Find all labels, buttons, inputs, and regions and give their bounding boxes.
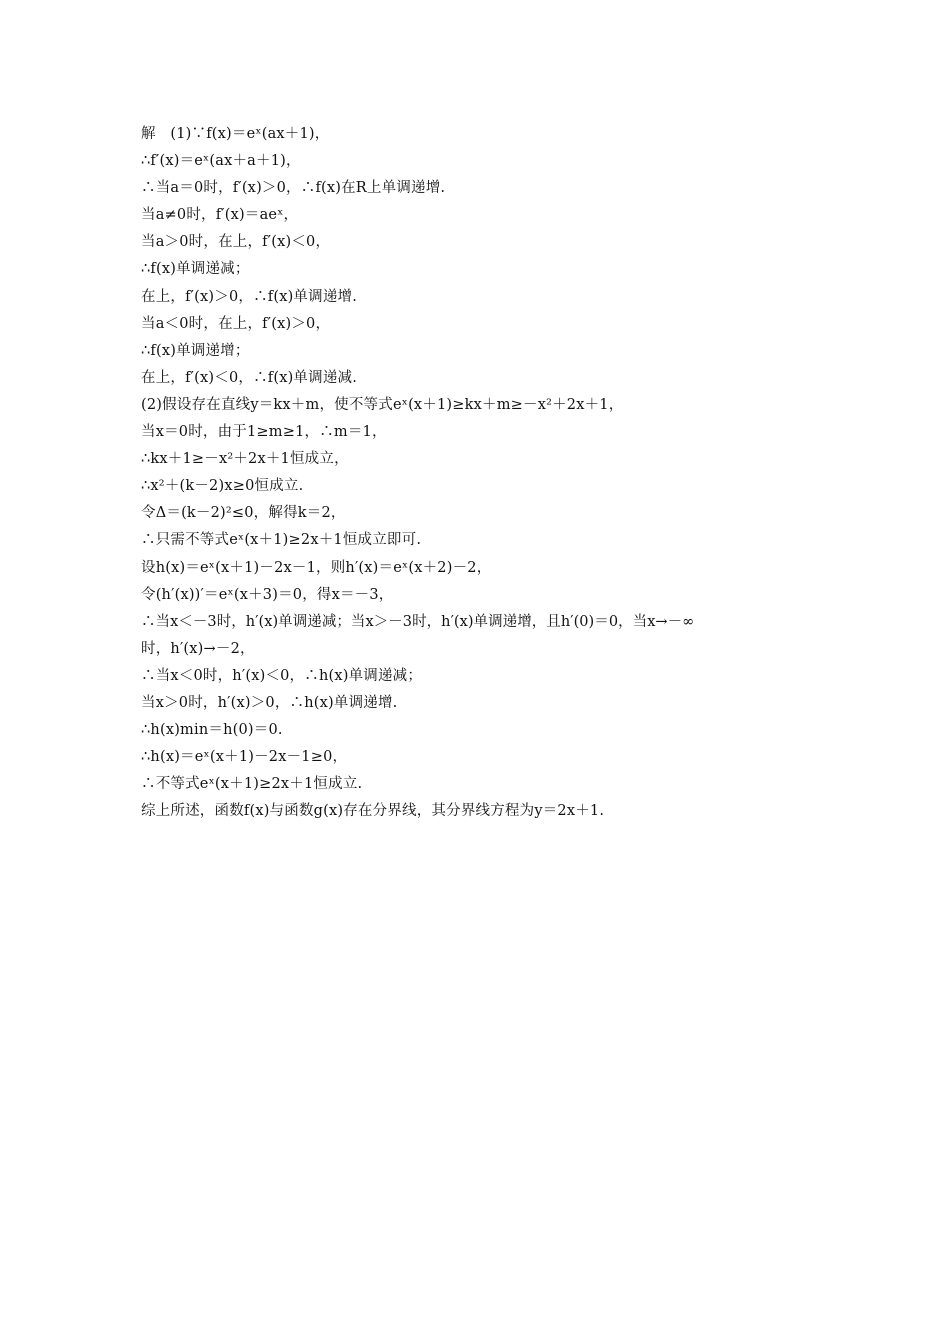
solution-line: 当a＞0时，在上，f′(x)＜0， bbox=[141, 234, 331, 251]
solution-line: 时，h′(x)→－2， bbox=[141, 640, 255, 657]
solution-line: 当a＜0时，在上，f′(x)＞0， bbox=[141, 315, 331, 332]
solution-line: 令(h′(x))′＝eˣ(x＋3)＝0，得x＝－3， bbox=[141, 586, 394, 603]
solution-line: 当x＞0时，h′(x)＞0，∴h(x)单调递增. bbox=[141, 694, 398, 711]
solution-line: ∴当x＜0时，h′(x)＜0，∴h(x)单调递减； bbox=[141, 667, 423, 684]
solution-line: ∴kx＋1≥－x²＋2x＋1恒成立， bbox=[141, 451, 349, 468]
solution-line: 令Δ＝(k－2)²≤0，解得k＝2， bbox=[141, 505, 346, 522]
solution-line: 当x＝0时，由于1≥m≥1，∴m＝1， bbox=[141, 424, 387, 441]
solution-text-block bbox=[141, 121, 821, 825]
solution-line: ∴f′(x)＝eˣ(ax＋a＋1)， bbox=[141, 153, 301, 170]
solution-line: 综上所述，函数f(x)与函数g(x)存在分界线，其分界线方程为y＝2x＋1. bbox=[141, 803, 605, 820]
solution-line: (2)假设存在直线y＝kx＋m，使不等式eˣ(x＋1)≥kx＋m≥－x²＋2x＋1， bbox=[141, 396, 624, 413]
solution-line: 在上，f′(x)＞0，∴f(x)单调递增. bbox=[141, 288, 358, 305]
solution-line: ∴f(x)单调递减； bbox=[141, 261, 250, 278]
solution-line: ∴h(x)min＝h(0)＝0. bbox=[141, 722, 283, 739]
solution-line: ∴当a＝0时，f′(x)＞0，∴f(x)在R上单调递增. bbox=[141, 180, 446, 197]
solution-line: ∴不等式eˣ(x＋1)≥2x＋1恒成立. bbox=[141, 776, 363, 793]
solution-line: ∴f(x)单调递增； bbox=[141, 342, 250, 359]
solution-line: ∴只需不等式eˣ(x＋1)≥2x＋1恒成立即可. bbox=[141, 532, 422, 549]
solution-line: ∴当x＜－3时，h′(x)单调递减；当x＞－3时，h′(x)单调递增，且h′(0)＝0，当x→－∞ bbox=[141, 613, 695, 630]
solution-line: 当a≠0时，f′(x)＝aeˣ， bbox=[141, 207, 299, 224]
solution-line: 在上，f′(x)＜0，∴f(x)单调递减. bbox=[141, 369, 358, 386]
solution-line: 解 (1)∵f(x)＝eˣ(ax＋1)， bbox=[141, 126, 330, 142]
solution-line: ∴x²＋(k－2)x≥0恒成立. bbox=[141, 478, 304, 495]
solution-line: 设h(x)＝eˣ(x＋1)－2x－1，则h′(x)＝eˣ(x＋2)－2， bbox=[141, 559, 492, 576]
solution-line: ∴h(x)＝eˣ(x＋1)－2x－1≥0， bbox=[141, 749, 348, 766]
